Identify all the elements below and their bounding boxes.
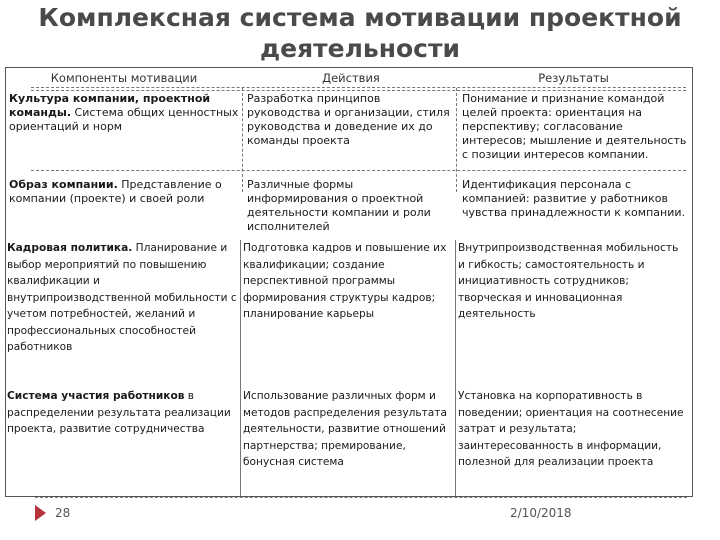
component-bold-text: Кадровая политика. <box>7 242 133 254</box>
table-row-4-component <box>7 388 237 438</box>
component-bold-text: Культура компании, проектной команды. <box>9 92 211 119</box>
table-row-3-component <box>7 240 237 356</box>
footer-divider <box>35 497 687 498</box>
slide-date: 2/10/2018 <box>510 506 572 520</box>
table-row-1-actions: Разработка принципов руководства и организации, стиля руководства и доведение их до команды проекта <box>247 92 450 147</box>
table-row-4-results: Установка на корпоративность в поведении; ориентация на соотнесение затрат и результата; заинтересованность в информации, полезной для реализации проекта <box>458 390 684 468</box>
slide-title-line-1: Комплексная система мотивации проектной <box>38 3 682 32</box>
header-results: Результаты <box>538 71 609 85</box>
column-divider <box>240 240 241 496</box>
component-text: Планирование и выбор мероприятий по повышению квалификации и внутрипроизводственной мобильности с учетом потребностей, желаний и профессиональных способностей работников <box>7 242 237 353</box>
row-divider <box>31 87 686 88</box>
column-divider <box>456 88 457 192</box>
component-text: в распределении результата реализации проекта, развитие сотрудничества <box>7 390 231 435</box>
component-bold-text: Система участия работников <box>7 390 185 402</box>
motivation-table <box>5 67 693 497</box>
table-row-3-results: Внутрипроизводственная мобильность и гибкость; самостоятельность и инициативность сотрудников; творческая и инновационная деятельность <box>458 242 679 320</box>
table-row-2-component <box>9 178 239 206</box>
header-components: Компоненты мотивации <box>50 71 198 85</box>
row-divider <box>31 170 686 171</box>
table-row-4-actions: Использование различных форм и методов распределения результата деятельности, развитие отношений партнерства; премирование, бонусная система <box>243 390 447 468</box>
table-row-2-actions: Различные формы информирования о проектной деятельности компании и роли исполнителей <box>247 178 431 233</box>
component-text: Система общих ценностных ориентаций и норм <box>9 106 239 133</box>
component-bold-text: Образ компании. <box>9 178 118 191</box>
table-row-3-actions: Подготовка кадров и повышение их квалификации; создание перспективной программы формирования структуры кадров; планирование карьеры <box>243 242 447 320</box>
slide-bullet-icon <box>35 505 46 521</box>
table-row-1-component <box>9 92 239 134</box>
column-divider <box>455 240 456 496</box>
slide-title-line-2: деятельности <box>259 34 461 63</box>
row-divider <box>31 90 686 91</box>
column-divider <box>242 88 243 192</box>
table-row-2-results: Идентификация персонала с компанией: развитие у работников чувства принадлежности к компании. <box>462 178 685 219</box>
header-actions: Действия <box>322 71 380 85</box>
page-number: 28 <box>55 506 71 520</box>
table-row-1-results: Понимание и признание командой целей проекта: ориентация на перспективу; согласование интересов; мышление и деятельность с позиции интересов компании. <box>462 92 687 161</box>
component-text: Представление о компании (проекте) и своей роли <box>9 178 222 205</box>
slide-title <box>0 2 720 64</box>
